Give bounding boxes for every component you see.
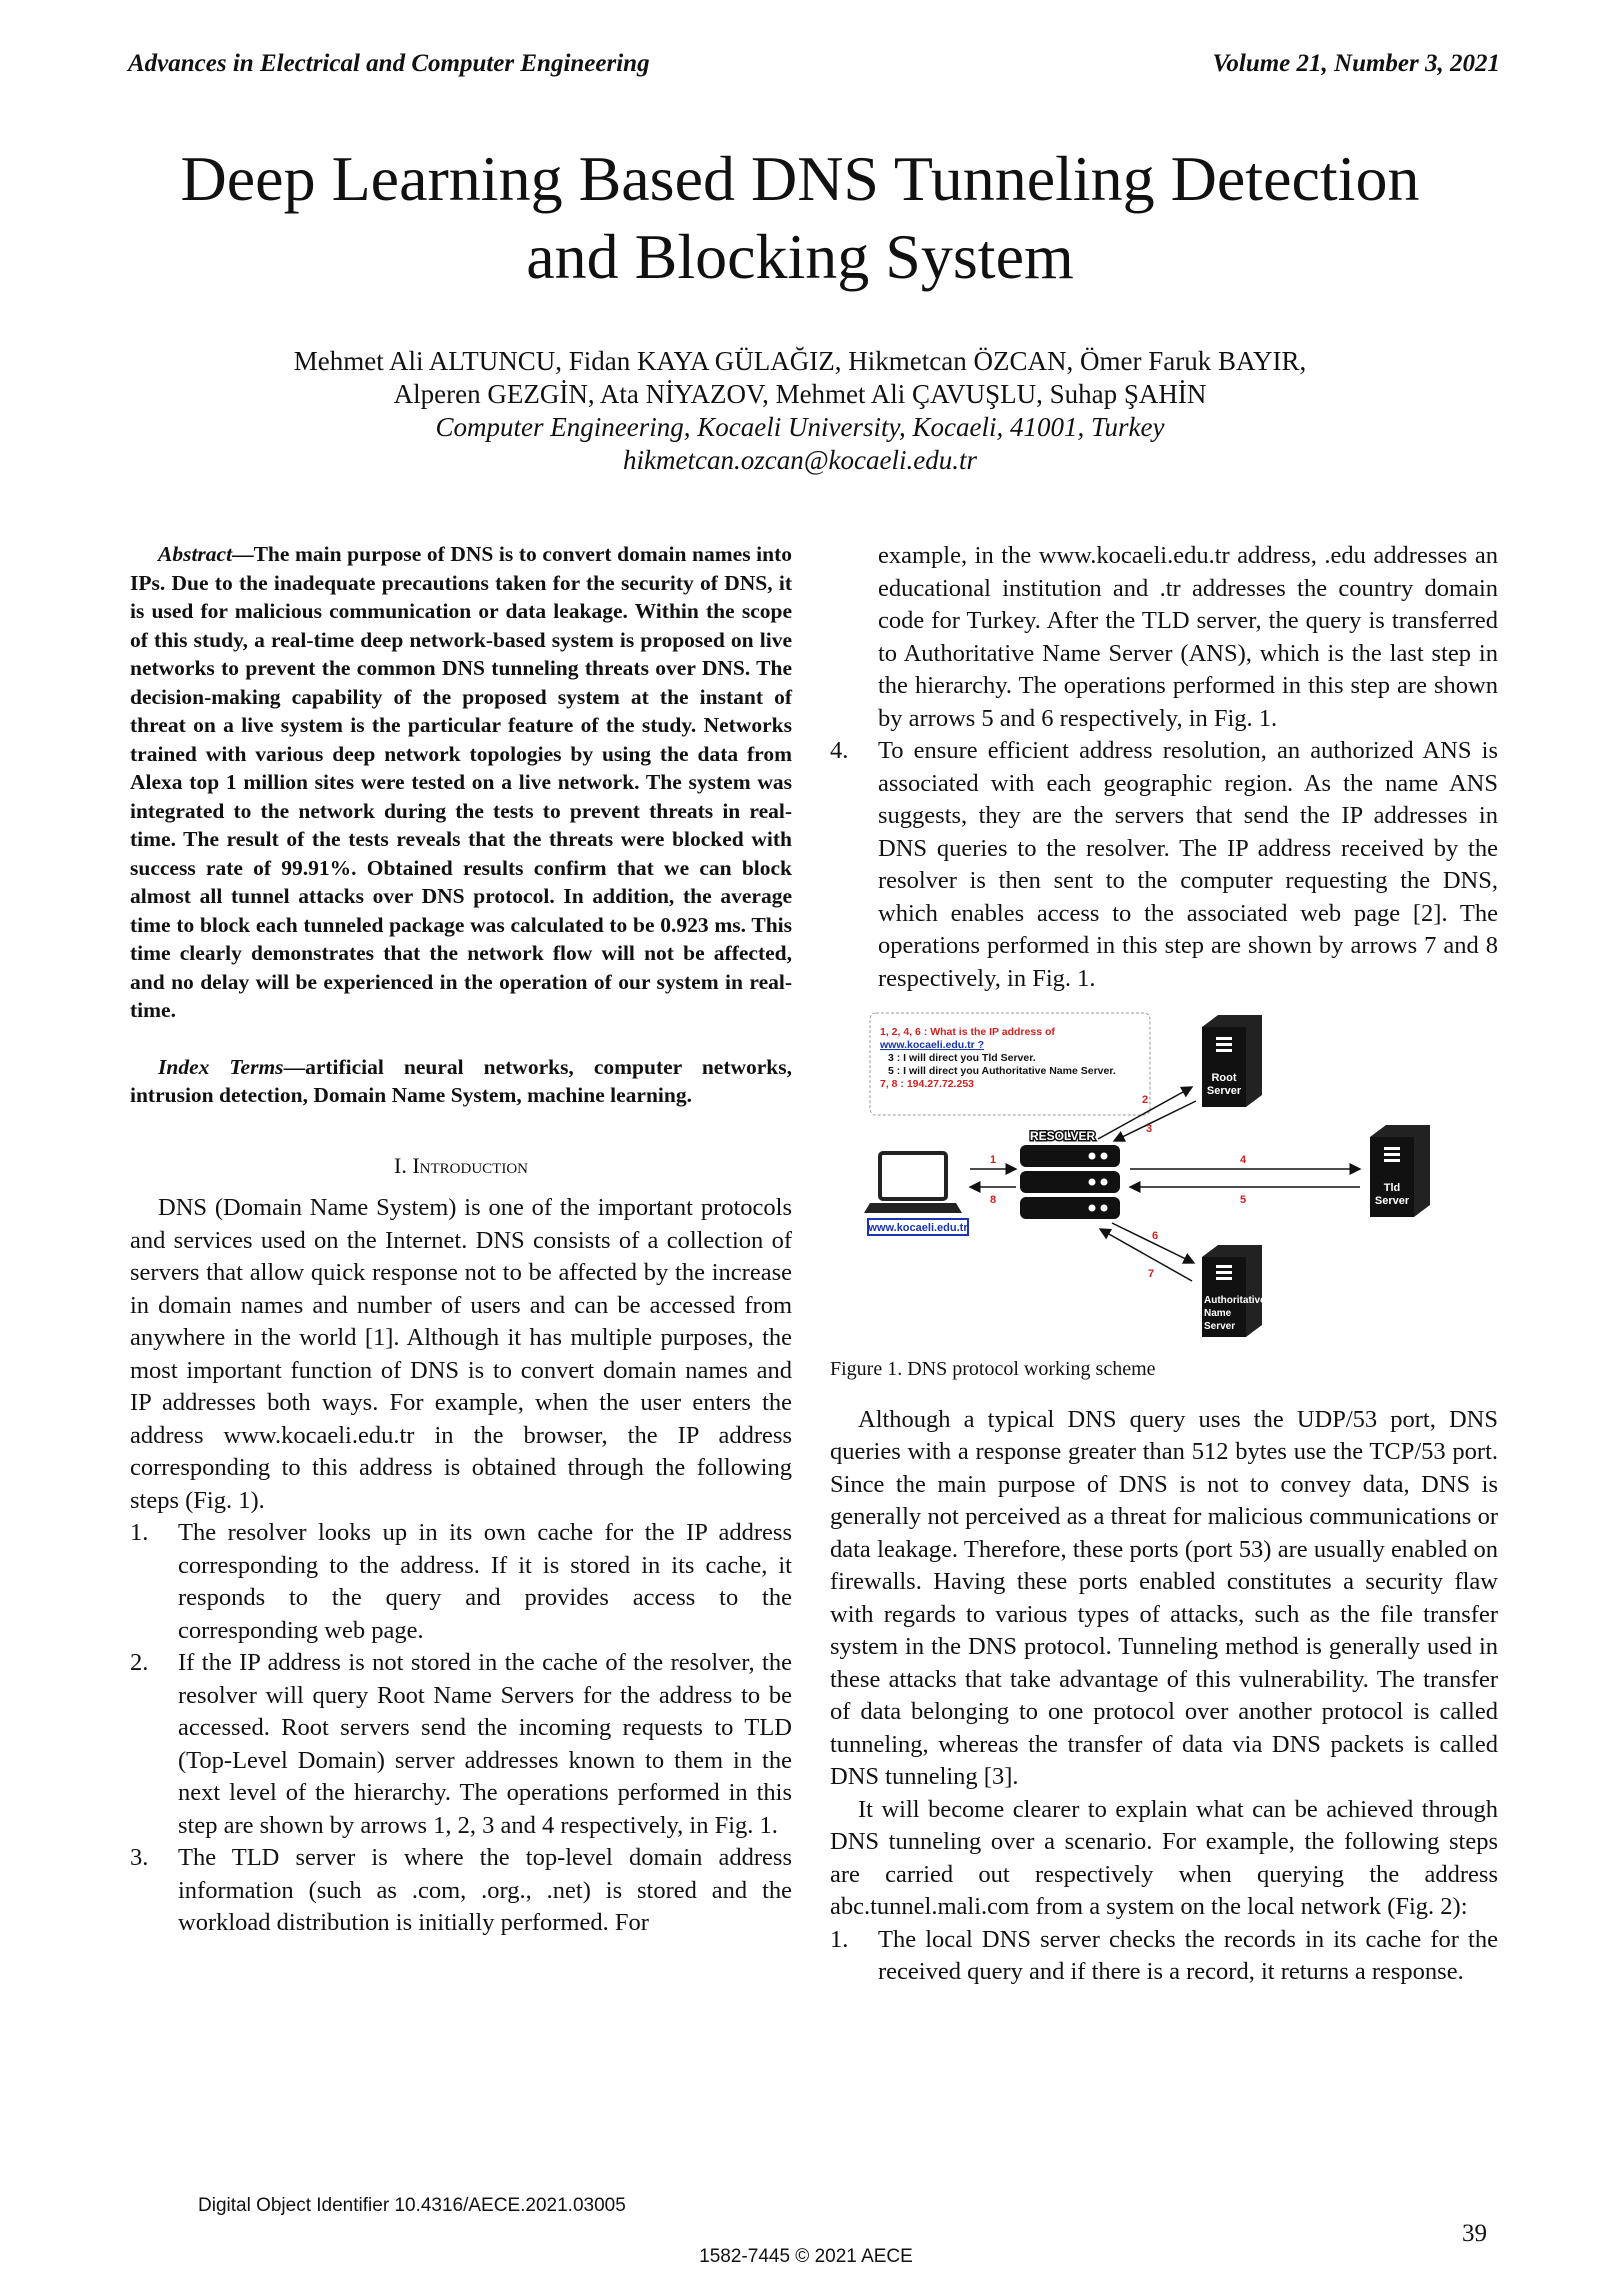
title-line-1: Deep Learning Based DNS Tunneling Detection <box>180 143 1420 214</box>
intro-paragraph-2: Although a typical DNS query uses the UDP/53 port, DNS queries with a response greater than 512 bytes use the TCP/53 port. Since the main purpose of DNS is not to convey data, DNS is generally not perceived as a threat for malicious communications or data leakage. Therefore, these ports (port 53) are usually enabled on firewalls. Having these ports enabled constitutes a security flaw with regards to various types of attacks, such as the file transfer system in the DNS protocol. Tunneling method is generally used in these attacks that take advantage of this vulnerability. The transfer of data belonging to one protocol over another protocol is called tunneling, whereas the transfer of data via DNS packets is called DNS tunneling [3]. <box>830 1405 1498 1790</box>
figure-1-caption: Figure 1. DNS protocol working scheme <box>830 1358 1156 1380</box>
index-terms <box>130 1053 792 1110</box>
svg-text:1: 1 <box>990 1154 997 1166</box>
index-terms-text: —artificial neural networks, computer networks, intrusion detection, Domain Name System, machine learning. <box>130 1054 793 1107</box>
svg-text:Server: Server <box>1206 1085 1242 1097</box>
author-block <box>100 345 1500 477</box>
step-3-continuation: example, in the www.kocaeli.edu.tr address, .edu addresses an educational institution and .tr addresses the country domain code for Turkey. After the TLD server, the query is transferred to Authoritative Name Server (ANS), which is the last step in the hierarchy. The operations performed in this step are shown by arrows 5 and 6 respectively, in Fig. 1. <box>878 542 1498 732</box>
copyright: 1582-7445 © 2021 AECE <box>699 2246 913 2267</box>
svg-text:Name: Name <box>1204 1308 1232 1319</box>
intro-paragraph-1: DNS (Domain Name System) is one of the important protocols and services used on the Internet. DNS consists of a collection of servers that allow quick response not to be affected by the increase in domain names and number of users and can be accessed from anywhere in the world [1]. Although it has multiple purposes, the most important function of DNS is to convert domain names and IP addresses both ways. For example, when the user enters the address www.kocaeli.edu.tr in the browser, the IP address corresponding to this address is obtained through the following steps (Fig. 1). <box>130 1194 792 1514</box>
figure-1-dns-scheme <box>830 1007 1478 1347</box>
journal-name: Advances in Electrical and Computer Engineering <box>128 50 650 77</box>
dns-diagram <box>830 1007 1478 1347</box>
legend-line-2: 3 : I will direct you Tld Server. <box>888 1052 1036 1064</box>
authoritative-server-icon <box>1202 1245 1266 1337</box>
list-item: 4. To ensure efficient address resolution, an authorized ANS is associated with each geographic region. As the name ANS suggests, they are the servers that send the IP addresses in DNS queries to the resolver. The IP address received by the resolver is then sent to the computer requesting the DNS, which enables access to the associated web page [2]. The operations performed in this step are shown by arrows 7 and 8 respectively, in Fig. 1. <box>830 737 1498 992</box>
svg-text:7: 7 <box>1148 1268 1155 1280</box>
svg-text:5: 5 <box>1240 1194 1247 1206</box>
section-heading-introduction: I. Introduction <box>394 1152 528 1178</box>
paper-title <box>100 140 1500 296</box>
resolution-steps-cont <box>830 735 1498 995</box>
svg-text:RESOLVER: RESOLVER <box>1030 1129 1096 1143</box>
affiliation: Computer Engineering, Kocaeli University, Kocaeli, 41001, Turkey <box>435 412 1165 442</box>
legend-line-1: 1, 2, 4, 6 : What is the IP address of <box>880 1026 1055 1038</box>
tunneling-steps <box>830 1924 1498 1989</box>
svg-text:Root: Root <box>1211 1072 1237 1084</box>
svg-text:6: 6 <box>1152 1230 1159 1242</box>
list-item: 3. The TLD server is where the top-level domain address information (such as .com, .org., .net) is stored and the workload distribution is initially performed. For <box>130 1844 792 1936</box>
list-item: 1. The local DNS server checks the records in its cache for the received query and if there is a record, it returns a response. <box>830 1925 1498 1985</box>
abstract <box>130 540 792 1025</box>
volume-info: Volume 21, Number 3, 2021 <box>1212 50 1500 77</box>
svg-text:2: 2 <box>1142 1094 1149 1106</box>
tld-server-icon <box>1370 1125 1430 1217</box>
author-email: hikmetcan.ozcan@kocaeli.edu.tr <box>623 445 977 475</box>
list-item: 2. If the IP address is not stored in the cache of the resolver, the resolver will query Root Name Servers for the address to be accessed. Root servers send the incoming requests to TLD (Top-Level Domain) server addresses known to them in the next level of the hierarchy. The operations performed in this step are shown by arrows 1, 2, 3 and 4 respectively, in Fig. 1. <box>130 1649 792 1839</box>
svg-text:8: 8 <box>990 1194 997 1206</box>
resolution-steps <box>130 1517 792 1940</box>
list-item: 1. The resolver looks up in its own cache for the IP address corresponding to the address. If it is stored in its cache, it responds to the query and provides access to the corresponding web page. <box>130 1519 792 1644</box>
right-column <box>830 540 1498 1989</box>
svg-text:Server: Server <box>1204 1321 1236 1332</box>
abstract-label: Abstract <box>158 542 233 566</box>
intro-paragraph-3: It will become clearer to explain what can be achieved through DNS tunneling over a scenario. For example, the following steps are carried out respectively when querying the address abc.tunnel.mali.com from a system on the local network (Fig. 2): <box>830 1795 1498 1920</box>
client-laptop-icon <box>864 1153 968 1235</box>
left-column <box>130 540 792 1940</box>
svg-text:Authoritative: Authoritative <box>1204 1295 1266 1306</box>
resolver-icon <box>1020 1129 1120 1219</box>
authors-line-2: Alperen GEZGİN, Ata NİYAZOV, Mehmet Ali ÇAVUŞLU, Suhap ŞAHİN <box>393 379 1207 409</box>
abstract-text: —The main purpose of DNS is to convert domain names into IPs. Due to the inadequate precautions taken for the security of DNS, it is used for malicious communication or data leakage. Within the scope of this study, a real-time deep network-based system is proposed on live networks to prevent the common DNS tunneling threats over DNS. The decision-making capability of the proposed system at the instant of threat on a live system is the particular feature of the study. Networks trained with various deep network topologies by using the data from Alexa top 1 million sites were tested on a live network. The system was integrated to the network during the tests to prevent threats in real-time. The result of the tests reveals that the threats were blocked with success rate of 99.91%. Obtained results confirm that we can block almost all tunnel attacks over DNS protocol. In addition, the average time to block each tunneled package was calculated to be 0.923 ms. This time clearly demonstrates that the network flow will not be affected, and no delay will be experienced in the operation of our system in real-time. <box>130 542 792 1022</box>
index-terms-label: Index Terms <box>158 1054 284 1079</box>
svg-text:Tld: Tld <box>1383 1182 1401 1194</box>
svg-text:3: 3 <box>1146 1123 1153 1135</box>
page-number: 39 <box>1462 2220 1487 2247</box>
authors-line-1: Mehmet Ali ALTUNCU, Fidan KAYA GÜLAĞIZ, Hikmetcan ÖZCAN, Ömer Faruk BAYIR, <box>293 346 1307 376</box>
svg-text:Server: Server <box>1374 1195 1410 1207</box>
doi: Digital Object Identifier 10.4316/AECE.2021.03005 <box>198 2195 626 2216</box>
legend-line-1b: www.kocaeli.edu.tr ? <box>880 1039 985 1051</box>
title-line-2: and Blocking System <box>526 221 1074 292</box>
root-server-icon <box>1202 1015 1262 1107</box>
legend-line-4: 7, 8 : 194.27.72.253 <box>880 1078 974 1090</box>
svg-text:www.kocaeli.edu.tr: www.kocaeli.edu.tr <box>868 1222 968 1234</box>
legend-line-3: 5 : I will direct you Authoritative Name Server. <box>888 1065 1116 1077</box>
svg-text:4: 4 <box>1240 1154 1247 1166</box>
